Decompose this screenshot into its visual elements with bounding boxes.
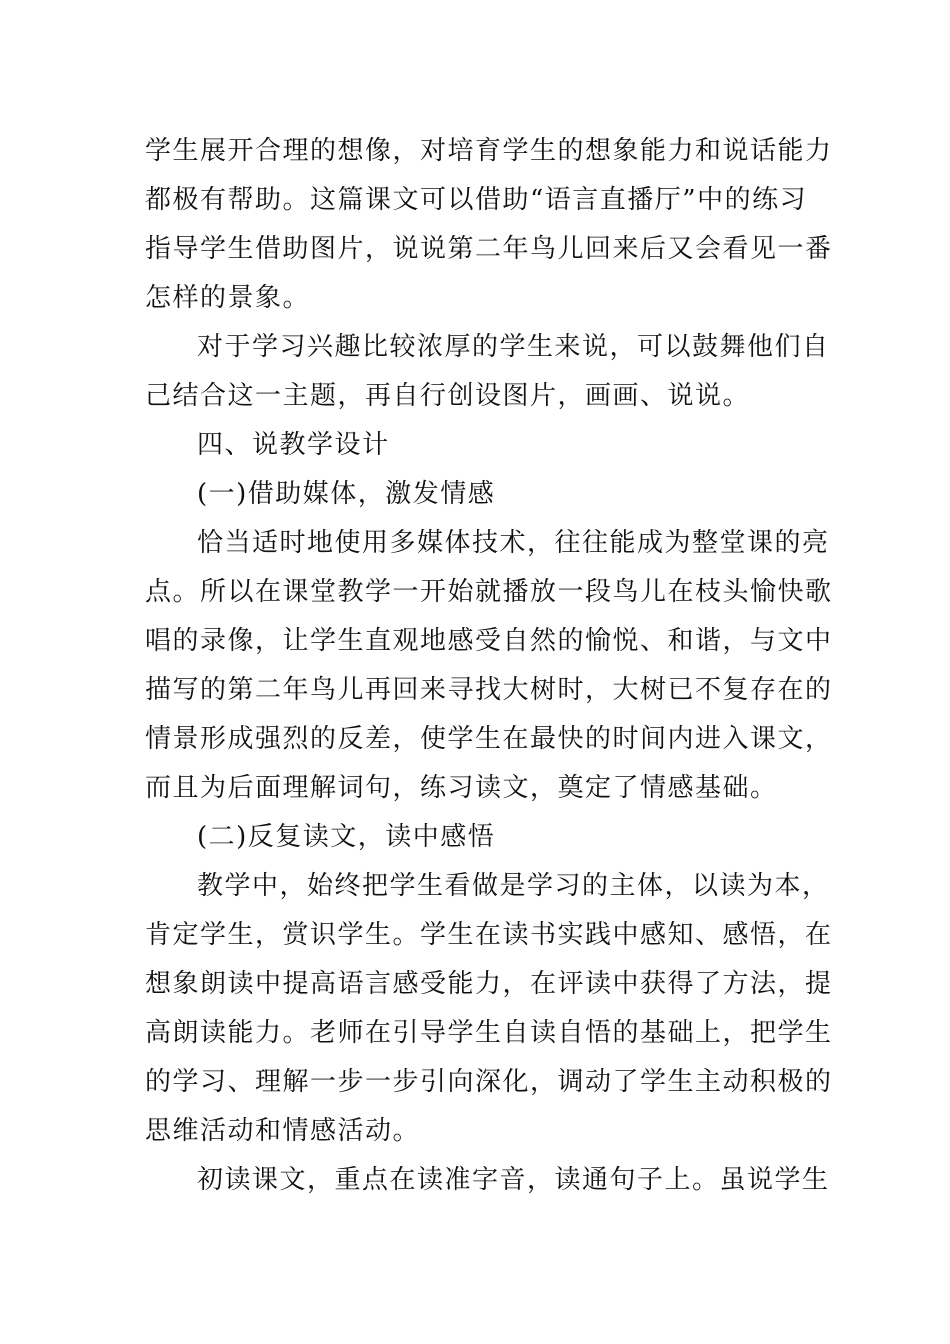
paragraph-first-line: 对于学习兴趣比较浓厚的学生来说，可以鼓舞他们自: [197, 332, 830, 362]
paragraph-first-line: 恰当适时地使用多媒体技术，往往能成为整堂课的亮: [197, 528, 830, 558]
text-line: 高朗读能力。老师在引导学生自读自悟的基础上，把学生: [145, 1018, 833, 1048]
text-line: 点。所以在课堂教学一开始就播放一段鸟儿在枝头愉快歌: [145, 577, 833, 607]
text-line: 情景形成强烈的反差，使学生在最快的时间内进入课文，: [145, 724, 833, 754]
body-text: [145, 127, 833, 1205]
text-line: 思维活动和情感活动。: [145, 1116, 421, 1146]
subsection-heading: (一)借助媒体，激发情感: [197, 479, 496, 509]
subsection-heading: (二)反复读文，读中感悟: [197, 822, 496, 852]
text-line: 肯定学生，赏识学生。学生在读书实践中感知、感悟，在: [145, 920, 833, 950]
section-heading: 四、说教学设计: [197, 430, 390, 460]
paragraph-first-line: 教学中，始终把学生看做是学习的主体，以读为本，: [197, 871, 830, 901]
text-line: 怎样的景象。: [145, 283, 311, 313]
text-line: 唱的录像，让学生直观地感受自然的愉悦、和谐，与文中: [145, 626, 833, 656]
text-line: 指导学生借助图片，说说第二年鸟儿回来后又会看见一番: [145, 234, 833, 264]
text-line: 己结合这一主题，再自行创设图片，画画、说说。: [145, 381, 751, 411]
text-line: 而且为后面理解词句，练习读文，奠定了情感基础。: [145, 773, 778, 803]
text-line: 都极有帮助。这篇课文可以借助“语言直播厅”中的练习: [145, 185, 808, 215]
text-line: 想象朗读中提高语言感受能力，在评读中获得了方法，提: [145, 969, 833, 999]
text-line: 描写的第二年鸟儿再回来寻找大树时，大树已不复存在的: [145, 675, 833, 705]
text-line: 的学习、理解一步一步引向深化，调动了学生主动积极的: [145, 1067, 833, 1097]
paragraph-first-line: 初读课文，重点在读准字音，读通句子上。虽说学生: [197, 1165, 830, 1195]
text-line: 学生展开合理的想像，对培育学生的想象能力和说话能力: [145, 136, 833, 166]
